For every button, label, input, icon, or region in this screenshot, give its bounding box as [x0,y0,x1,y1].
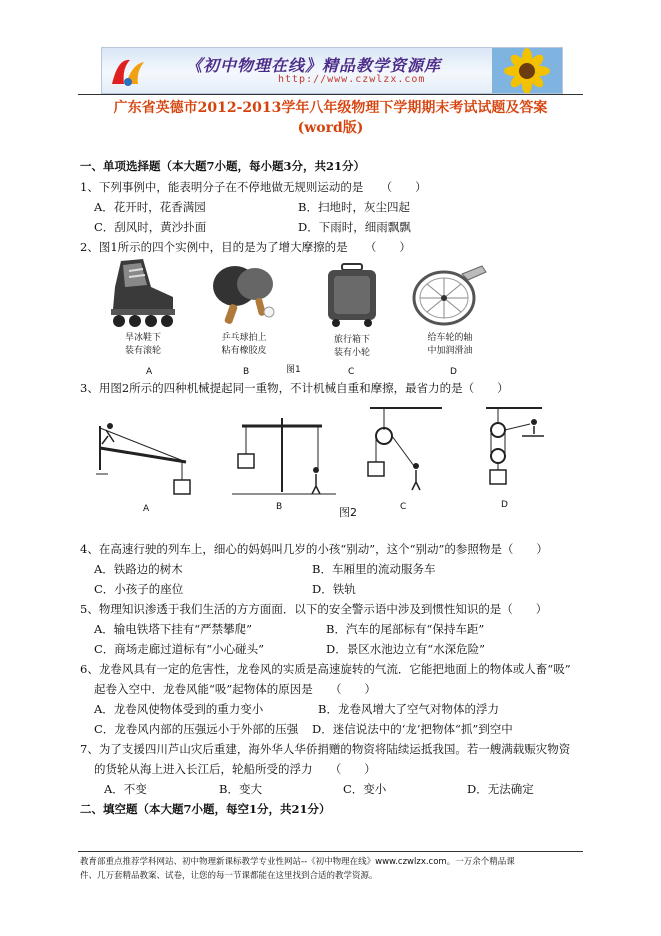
header-rule [78,94,583,95]
banner-title: 《初中物理在线》精品教学资源库 [186,56,442,75]
q4-option-d: D．铁轨 [312,582,356,596]
q5-option-d: D．景区水池边立有“水深危险” [326,642,485,656]
q7-option-d: D．无法确定 [467,782,534,796]
fig1-caption-b-line2: 粘有橡胶皮 [221,346,267,356]
q6-option-a: A．龙卷风使物体受到的重力变小 [94,702,264,716]
fig1-caption-c [324,334,380,360]
fig1-letter-b: B [243,367,250,377]
question-6-stem-line2: 起卷入空中．龙卷风能“吸”起物体的原因是 （ ） [94,682,377,696]
section-heading-fill-in: 二、填空题（本大题7小题，每空1分，共21分） [80,802,331,816]
question-4-stem: 4、在高速行驶的列车上，细心的妈妈叫几岁的小孩“别动”，这个“别动”的参照物是（ ） [80,542,548,556]
q4-option-b: B．车厢里的流动服务车 [312,562,436,576]
q4-option-c: C．小孩子的座位 [94,582,184,596]
q6-option-c: C．龙卷风内部的压强远小于外部的压强 [94,722,299,736]
section-heading-choice: 一、单项选择题（本大题7小题，每小题3分，共21分） [80,159,366,173]
question-1-stem: 1、下列事例中，能表明分子在不停地做无规则运动的是 （ ） [80,180,427,194]
fig2-letter-a: A [143,504,150,514]
fig1-caption-c-line1: 旅行箱下 [333,335,370,345]
fig2-caption: 图2 [339,506,357,519]
banner-url[interactable]: http://www.czwlzx.com [278,74,426,85]
footer-line-1: 教育部重点推荐学科网站、初中物理新课标教学专业性网站--《初中物理在线》www.czwlzx.com。一万余个精品课 [80,857,515,867]
fig2-letter-c: C [400,502,407,512]
ping-pong-paddle-icon [207,262,279,328]
fig1-letter-a: A [146,367,153,377]
fig1-caption-d [418,332,482,358]
fig1-caption-c-line2: 装有小轮 [333,348,370,358]
pulley-mechanism-d-icon [482,404,562,494]
fig1-caption-b-line1: 乒乓球拍上 [221,333,267,343]
fig1-caption: 图1 [286,365,301,375]
document-subtitle: (word版) [297,120,364,136]
fig1-caption-d-line2: 中加润滑油 [427,346,473,356]
page-footer [80,855,588,883]
q5-option-a: A．输电铁塔下挂有“严禁攀爬” [94,622,253,636]
pulley-mechanism-c-icon [366,404,446,494]
q5-option-c: C．商场走廊过道标有“小心碰头” [94,642,265,656]
fig1-caption-b [212,332,276,358]
q1-option-a: A．花开时，花香满园 [94,200,206,214]
q1-option-d: D．下雨时，细雨飘飘 [298,220,411,234]
fig1-caption-a [113,332,173,358]
wheel-axle-icon [410,262,490,328]
footer-rule [78,851,583,852]
document-title: 广东省英德市2012-2013学年八年级物理下学期期末考试试题及答案 [113,100,548,116]
question-2-stem: 2、图1所示的四个实例中，目的是为了增大摩擦的是 （ ） [80,240,411,254]
lever-mechanism-a-icon [96,412,200,498]
roller-skate-icon [103,257,183,329]
q4-option-a: A．铁路边的树木 [94,562,183,576]
fig1-caption-d-line1: 给车轮的轴 [427,333,473,343]
sunflower-icon [492,48,562,93]
fig1-letter-c: C [348,367,355,377]
q1-option-b: B．扫地时，灰尘四起 [298,200,410,214]
header-banner [101,47,563,94]
q7-option-a: A．不变 [104,782,147,796]
footer-line-2: 件、几万套精品教案、试卷，让您的每一节课都能在这里找到合适的教学资源。 [80,871,378,881]
lever-mechanism-b-icon [232,412,336,498]
fig2-letter-d: D [501,500,508,510]
fig1-caption-a-line1: 旱冰鞋下 [124,333,161,343]
fig2-letter-b: B [276,502,283,512]
fig1-letter-d: D [450,367,457,377]
q6-option-d: D．迷信说法中的‘龙’把物体“抓”到空中 [312,722,513,736]
q1-option-c: C．刮风时，黄沙扑面 [94,220,207,234]
question-7-stem-line2: 的货轮从海上进入长江后，轮船所受的浮力 （ ） [94,762,376,776]
question-5-stem: 5、物理知识渗透于我们生活的方方面面．以下的安全警示语中涉及到惯性知识的是（ ） [80,602,548,616]
suitcase-icon [324,262,380,328]
question-6-stem-line1: 6、龙卷风具有一定的危害性，龙卷风的实质是高速旋转的气流．它能把地面上的物体或人畜“吸” [80,662,571,676]
q7-option-b: B．变大 [219,782,262,796]
q7-option-c: C．变小 [343,782,387,796]
question-7-stem-line1: 7、为了支援四川芦山灾后重建，海外华人华侨捐赠的物资将陆续运抵我国。若一艘满载赈灾物资 [80,742,571,756]
fig1-caption-a-line2: 装有滚轮 [124,346,161,356]
q6-option-b: B．龙卷风增大了空气对物体的浮力 [318,702,499,716]
site-logo-icon [108,54,148,88]
q5-option-b: B．汽车的尾部标有“保持车距” [326,622,485,636]
question-3-stem: 3、用图2所示的四种机械提起同一重物，不计机械自重和摩擦，最省力的是（ ） [80,381,509,395]
